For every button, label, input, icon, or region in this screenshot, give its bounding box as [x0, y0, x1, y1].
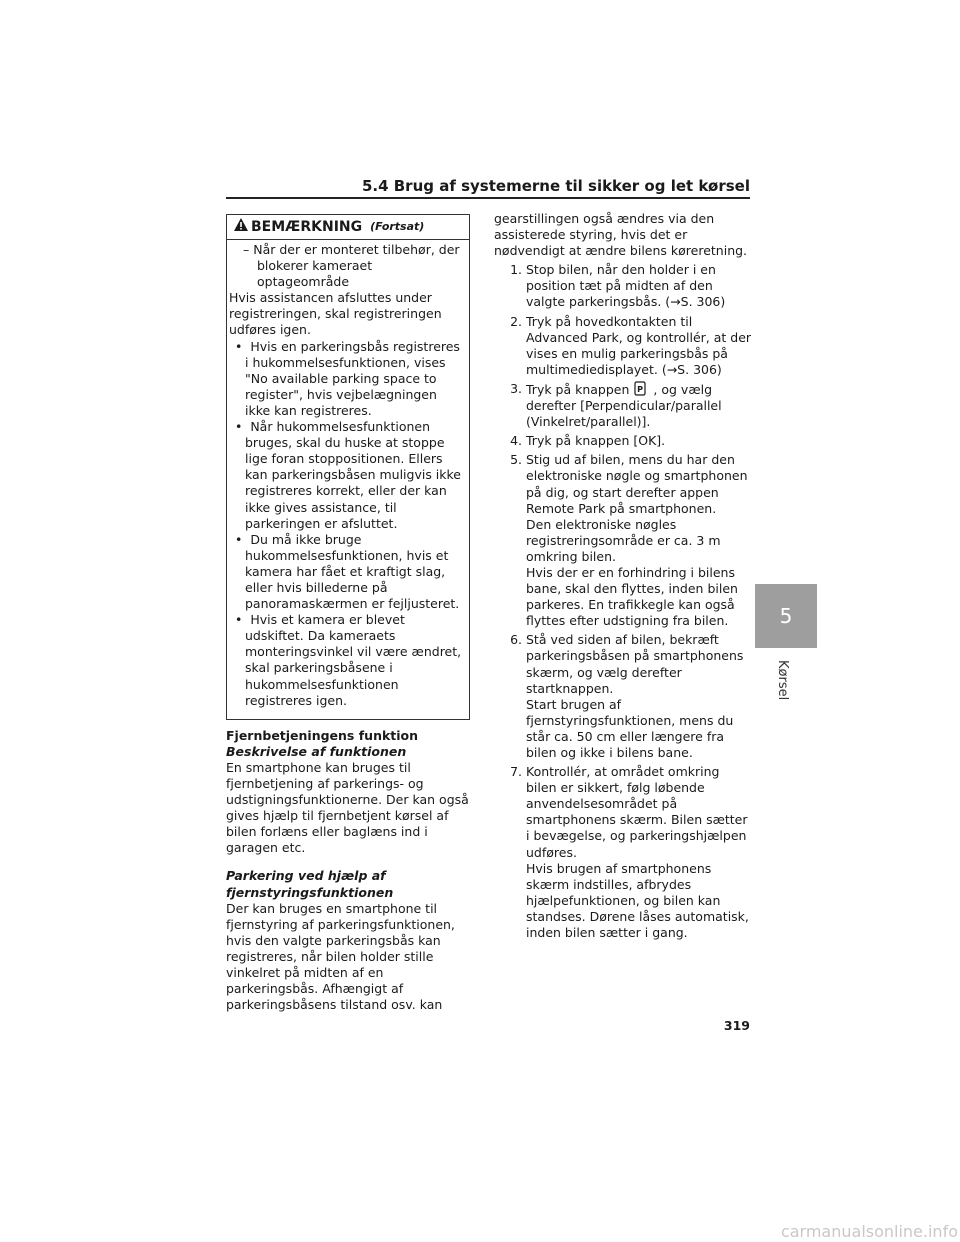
note-header [227, 215, 469, 240]
step-1 [494, 262, 752, 310]
step-number: 4. [510, 433, 522, 449]
subsection-title-description: Beskrivelse af funktionen [226, 743, 407, 759]
subsection-title-parking: Parkering ved hjælp af fjernstyringsfunktionen [226, 868, 394, 900]
step-text: Stå ved siden af bilen, bekræft parkeringsbåsen på smartphonens skærm, og vælg derefter startknappen. [526, 632, 744, 696]
note-bullet: • Hvis en parkeringsbås registreres i hukommelsesfunktionen, vises "No available parking space to register", hvis vejbelægningen ikke kan registreres. [235, 338, 460, 418]
step-number: 7. [510, 764, 522, 780]
warning-icon [233, 217, 249, 236]
note-box [226, 214, 470, 720]
step-number: 2. [510, 313, 522, 329]
step-5-extra: Hvis der er en forhindring i bilens bane, skal den flyttes, inden bilen parkeres. En trafikkegle kan også flyttes efter udstigning fra bilen. [526, 564, 738, 629]
step-3 [494, 381, 752, 430]
step-7-extra: Hvis brugen af smartphonens skærm indstilles, afbrydes hjælpefunktionen, og bilen kan standses. Dørene låses automatisk, inden bilen sætter i gang. [526, 860, 749, 941]
note-subheading: (Fortsat) [370, 219, 425, 233]
step-text [526, 381, 752, 430]
note-bullet-text: Hvis et kamera er blevet udskiftet. Da kameraets monteringsvinkel vil være ændret, skal parkeringsbåsene i hukommelsesfunktionen registreres igen. [245, 612, 462, 708]
section-header: 5.4 Brug af systemerne til sikker og let kørsel [361, 177, 750, 195]
step-number: 1. [510, 262, 522, 278]
note-heading: BEMÆRKNING [251, 218, 363, 235]
note-bullet: • Du må ikke bruge hukommelsesfunktionen, hvis et kamera har fået et kraftigt slag, eller hvis billederne på panoramaskærmen er fejljusteret. [235, 531, 460, 612]
header-rule [226, 197, 750, 199]
parking-text: Der kan bruges en smartphone til fjernstyring af parkeringsfunktionen, hvis den valgte parkeringsbås kan registreres, når bilen holder stille vinkelret på midten af en parkeringsbås. Afhængigt af parkeringsbåsens tilstand osv. kan [226, 900, 455, 1013]
step-number: 3. [510, 380, 522, 396]
step-5 [494, 452, 752, 516]
step-7 [494, 764, 752, 861]
step-number: 6. [510, 632, 522, 648]
step-text-after: , og vælg derefter [Perpendicular/parallel (Vinkelret/parallel)]. [526, 381, 722, 430]
chapter-tab[interactable]: 5 [755, 584, 817, 648]
step-number: 5. [510, 452, 522, 468]
left-column [226, 214, 470, 1013]
step-text: Tryk på knappen [OK]. [526, 433, 666, 449]
description-text: En smartphone kan bruges til fjernbetjening af parkerings- og udstigningsfunktionerne. Der kan også gives hjælp til fjernbetjent kørsel af bilen forlæns eller baglæns ind i garagen etc. [226, 759, 469, 856]
step-4 [494, 433, 752, 449]
step-text: Stig ud af bilen, mens du har den elektroniske nøgle og smartphonen på dig, og start derefter appen Remote Park på smartphonen. [526, 452, 748, 516]
svg-text:P: P [637, 384, 644, 394]
page-number: 319 [723, 1018, 750, 1033]
note-bullet: • Når hukommelsesfunktionen bruges, skal du huske at stoppe lige foran stoppositionen. Ellers kan parkeringsbåsen muligvis ikke registreres korrekt, eller der kan ikke gives assistance, til parkeringen er afsluttet. [235, 419, 461, 531]
step-2 [494, 314, 752, 378]
step-text: Stop bilen, når den holder i en position tæt på midten af den valgte parkeringsbås. (→S. 306) [526, 262, 726, 310]
step-6 [494, 632, 752, 696]
step-text: Kontrollér, at området omkring bilen er sikkert, følg løbende anvendelsesområdet på smartphonens skærm. Bilen sætter i bevægelse, og parkeringshjælpen udføres. [526, 764, 748, 860]
step-6-extra: Start brugen af fjernstyringsfunktionen, mens du står ca. 50 cm eller længere fra bilen og ikke i bilens bane. [526, 696, 734, 760]
step-text: Tryk på hovedkontakten til Advanced Park, og kontrollér, at der vises en mulig parkeringsbås på multimediedisplayet. (→S. 306) [526, 313, 752, 377]
note-dash-item: – Når der er monteret tilbehør, der blokerer kameraet optageområde [243, 242, 460, 290]
note-bullet: • Hvis et kamera er blevet udskiftet. Da kameraets monteringsvinkel vil være ændret, skal parkeringsbåsene i hukommelsesfunktionen registreres igen. [235, 612, 462, 708]
section-title: Fjernbetjeningens funktion [226, 727, 419, 743]
step-text-before: Tryk på knappen [526, 381, 630, 397]
watermark: carmanualsonline.info [780, 1222, 958, 1241]
parking-assist-icon [633, 381, 647, 396]
chapter-tab-label: Kørsel [775, 660, 790, 701]
note-bullet-text: Hvis en parkeringsbås registreres i hukommelsesfunktionen, vises "No available parking space to register", hvis vejbelægningen ikke kan registreres. [245, 338, 460, 418]
note-bullet-text: Når hukommelsesfunktionen bruges, skal du huske at stoppe lige foran stoppositionen. Ellers kan parkeringsbåsen muligvis ikke registreres korrekt, eller der kan ikke gives assistance, til parkeringen er afsluttet. [245, 419, 461, 531]
note-bullet-text: Du må ikke bruge hukommelsesfunktionen, hvis et kamera har fået et kraftigt slag, eller hvis billederne på panoramaskærmen er fejljusteret. [245, 531, 460, 612]
note-intro: Hvis assistancen afsluttes under registreringen, skal registreringen udføres igen. [229, 290, 442, 338]
note-body [227, 240, 469, 709]
right-column [494, 211, 752, 941]
step-5-extra: Den elektroniske nøgles registreringsområde er ca. 3 m omkring bilen. [526, 516, 721, 564]
continuation-text: gearstillingen også ændres via den assisterede styring, hvis det er nødvendigt at ændre bilens køreretning. [494, 211, 748, 259]
